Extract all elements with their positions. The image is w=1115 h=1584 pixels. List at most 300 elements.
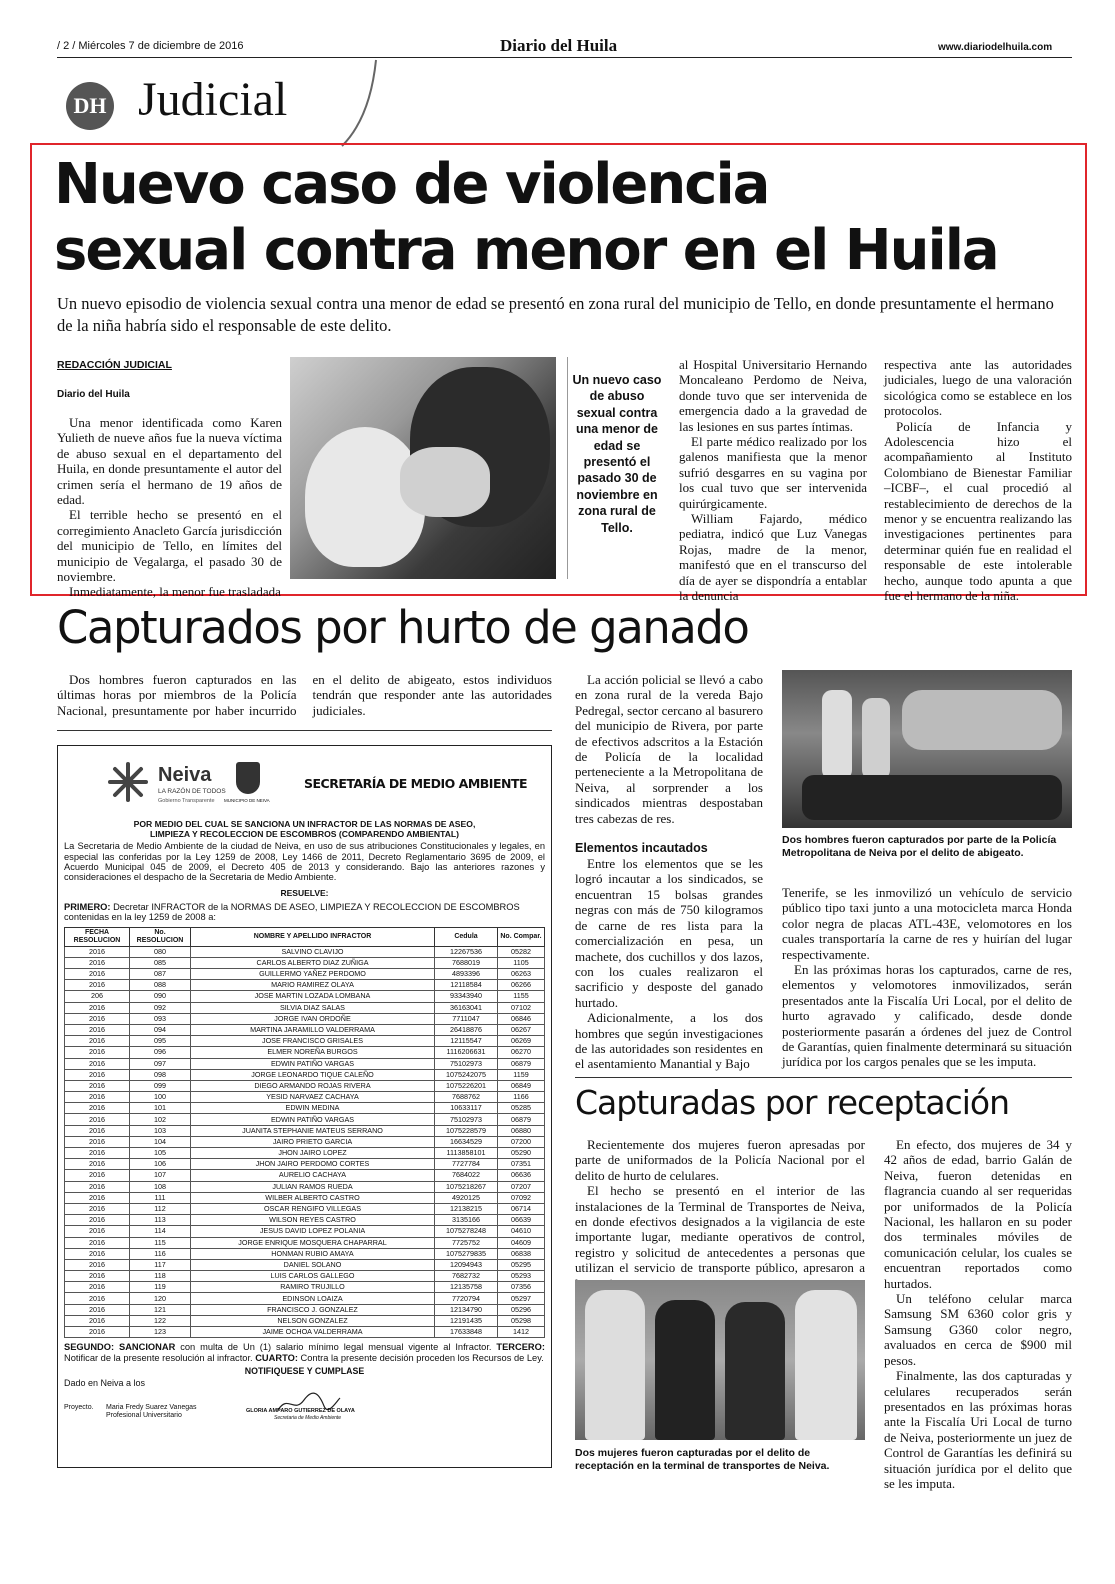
article1-photo <box>290 357 556 579</box>
table-cell: 2016 <box>65 1226 130 1237</box>
table-cell: 1116206631 <box>435 1047 498 1058</box>
table-cell: 12115547 <box>435 1036 498 1047</box>
table-cell: 2016 <box>65 1125 130 1136</box>
table-cell: 06639 <box>498 1215 545 1226</box>
table-cell: 07200 <box>498 1136 545 1147</box>
table-cell: 094 <box>130 1024 191 1035</box>
officer-figure <box>795 1290 857 1440</box>
table-cell: 12267536 <box>435 946 498 957</box>
table-cell: 7688019 <box>435 957 498 968</box>
table-cell: 080 <box>130 946 191 957</box>
table-row <box>65 1327 545 1338</box>
article2-subhead: Elementos incautados <box>575 841 708 856</box>
table-row <box>65 1293 545 1304</box>
paragraph: Una menor identificada como Karen Yulieth de nueve años fue la nueva víctima de abuso sexual en el departamento del Huila, en donde presuntamente el autor del crimen sería el hermano de 19 años de edad. <box>57 415 282 508</box>
table-row <box>65 1271 545 1282</box>
table-cell: 122 <box>130 1315 191 1326</box>
table-row <box>65 1192 545 1203</box>
table-row <box>65 1047 545 1058</box>
table-row <box>65 969 545 980</box>
table-cell: 119 <box>130 1282 191 1293</box>
table-cell: ELMER NOREÑA BURGOS <box>191 1047 435 1058</box>
table-cell: 2016 <box>65 1058 130 1069</box>
table-cell: 2016 <box>65 1013 130 1024</box>
table-cell: DIEGO ARMANDO ROJAS RIVERA <box>191 1080 435 1091</box>
newspaper-name: Diario del Huila <box>500 36 618 55</box>
table-cell: 2016 <box>65 1114 130 1125</box>
table-cell: 75102973 <box>435 1114 498 1125</box>
table-cell: 12138215 <box>435 1203 498 1214</box>
table-cell: 090 <box>130 991 191 1002</box>
article2-title: Capturados por hurto de ganado <box>57 601 749 654</box>
article3-col2 <box>884 1137 1072 1491</box>
table-cell: 2016 <box>65 1215 130 1226</box>
woman-figure <box>655 1300 715 1440</box>
table-cell: 75102973 <box>435 1058 498 1069</box>
table-cell: 17633848 <box>435 1327 498 1338</box>
table-header: No. RESOLUCION <box>130 927 191 946</box>
table-cell: 2016 <box>65 1282 130 1293</box>
table-cell: JAIRO PRIETO GARCIA <box>191 1136 435 1147</box>
article2-col1 <box>57 672 552 718</box>
table-cell: 10633117 <box>435 1103 498 1114</box>
woman-figure <box>725 1302 785 1440</box>
table-row <box>65 1136 545 1147</box>
notice-tercero-text: Notificar de la presente resolución al infractor. <box>64 1352 253 1363</box>
header-rule <box>57 57 1072 58</box>
table-cell: 16634529 <box>435 1136 498 1147</box>
hands-figure <box>400 447 490 517</box>
table-cell: YESID NARVAEZ CACHAYA <box>191 1092 435 1103</box>
table-cell: WILBER ALBERTO CASTRO <box>191 1192 435 1203</box>
paragraph: William Fajardo, médico pediatra, indicó que Luz Vanegas Rojas, madre de la menor, manifestó que en el transcurso del día de ayer se dispondría a entablar la denuncia <box>679 511 867 604</box>
table-cell: 206 <box>65 991 130 1002</box>
dh-logo-text: DH <box>73 93 107 118</box>
table-cell: 06266 <box>498 980 545 991</box>
table-cell: 07356 <box>498 1282 545 1293</box>
notice-box <box>57 745 552 1468</box>
table-header: No. Compar. <box>498 927 545 946</box>
table-cell: JESUS DAVID LOPEZ POLANIA <box>191 1226 435 1237</box>
table-cell: 097 <box>130 1058 191 1069</box>
table-row <box>65 1315 545 1326</box>
table-cell: LUIS CARLOS GALLEGO <box>191 1271 435 1282</box>
table-cell: JOSE FRANCISCO GRISALES <box>191 1036 435 1047</box>
table-cell: 103 <box>130 1125 191 1136</box>
table-cell: JOSE MARTIN LOZADA LOMBANA <box>191 991 435 1002</box>
table-cell: MARIO RAMIREZ OLAYA <box>191 980 435 991</box>
table-cell: 05290 <box>498 1148 545 1159</box>
table-cell: AURELIO CACHAYA <box>191 1170 435 1181</box>
table-cell: 104 <box>130 1136 191 1147</box>
officer-figure <box>585 1290 645 1440</box>
table-cell: 2016 <box>65 1271 130 1282</box>
table-cell: 05298 <box>498 1315 545 1326</box>
table-cell: 06636 <box>498 1170 545 1181</box>
notice-primero <box>64 902 545 923</box>
table-cell: JUANITA STEPHANIE MATEUS SERRANO <box>191 1125 435 1136</box>
section-swoosh <box>340 58 380 148</box>
table-cell: SALVINO CLAVIJO <box>191 946 435 957</box>
table-cell: 114 <box>130 1226 191 1237</box>
table-cell: 12191435 <box>435 1315 498 1326</box>
article2-photo-caption: Dos hombres fueron capturados por parte de la Policía Metropolitana de Neiva por el delito de abigeato. <box>782 834 1057 859</box>
paragraph: Tenerife, se les inmovilizó un vehículo de servicio público tipo taxi junto a una motocicleta marca Honda color negra de placas ATL-43E, velomotores en los cuales transportaría la carne de res y huirían del lugar respectivamente. <box>782 885 1072 962</box>
table-cell: 1113858101 <box>435 1148 498 1159</box>
paragraph: En las próximas horas los capturados, carne de res, elementos y velomotores inmovilizados, serán presentados ante la Fiscalía Uri Local, por el delito de hurto agravado y calificado, desde donde posteriormente pasarán a órdenes del juez de Control de Garantías, quien finalmente determinará su situación jurídica por los cargos penales que se les imputa. <box>782 962 1072 1070</box>
article1-col1 <box>57 415 282 600</box>
table-row <box>65 1282 545 1293</box>
table-row <box>65 957 545 968</box>
article2-col4 <box>782 885 1072 1070</box>
table-cell: 117 <box>130 1259 191 1270</box>
table-row <box>65 1092 545 1103</box>
table-row <box>65 1114 545 1125</box>
table-row <box>65 1125 545 1136</box>
table-cell: 087 <box>130 969 191 980</box>
table-cell: 2016 <box>65 1092 130 1103</box>
table-cell: 06879 <box>498 1114 545 1125</box>
table-cell: 2016 <box>65 1293 130 1304</box>
table-cell: JHON JAIRO PERDOMO CORTES <box>191 1159 435 1170</box>
article1-col4 <box>884 357 1072 604</box>
paragraph: Un teléfono celular marca Samsung SM 6360 color gris y Samsung G360 color negro, avaluados en cerca de $900 mil pesos. <box>884 1291 1072 1368</box>
table-cell: 07102 <box>498 1002 545 1013</box>
dh-logo <box>66 82 114 130</box>
table-cell: 2016 <box>65 1036 130 1047</box>
notice-notifiquese: NOTIFIQUESE Y CUMPLASE <box>244 1366 365 1377</box>
table-cell: 1075228579 <box>435 1125 498 1136</box>
neiva-logo-sub2: Gobierno Transparente <box>158 798 215 804</box>
table-cell: 2016 <box>65 1170 130 1181</box>
article1-title <box>54 152 998 284</box>
neiva-logo-icon <box>106 760 150 804</box>
table-cell: 06849 <box>498 1080 545 1091</box>
table-cell: 108 <box>130 1181 191 1192</box>
table-row <box>65 1159 545 1170</box>
notice-segundo-text: con multa de Un (1) salario mínimo legal mensual vigente al Infractor. <box>180 1342 492 1353</box>
paragraph: al Hospital Universitario Hernando Moncaleano Perdomo de Neiva, donde tuvo que ser intervenida de emergencia dado a la gravedad de las lesiones en sus partes íntimas. <box>679 357 867 434</box>
table-cell: 118 <box>130 1271 191 1282</box>
paragraph: Dos hombres fueron capturados en las últimas horas por miembros de la Policía Nacional, presuntamente por haber incurrido en el delito de abigeato, estos individuos tendrán que responder ante las autoridades judiciales. <box>57 672 552 718</box>
section-title: Judicial <box>138 73 288 126</box>
table-row <box>65 1259 545 1270</box>
table-row <box>65 991 545 1002</box>
table-cell: 12135758 <box>435 1282 498 1293</box>
article3-rule <box>575 1077 1072 1078</box>
table-cell: JAIME OCHOA VALDERRAMA <box>191 1327 435 1338</box>
table-cell: 2016 <box>65 1315 130 1326</box>
notice-department: SECRETARÍA DE MEDIO AMBIENTE <box>304 776 528 791</box>
table-cell: 2016 <box>65 1080 130 1091</box>
paragraph: La acción policial se llevó a cabo en zona rural de la vereda Bajo Pedregal, sector cercano al basurero del municipio de Rivera, por parte de efectivos adscritos a la Estación de Policía de la localidad perteneciente a la Metropolitana de Neiva, al sorprender a los sindicados mientras despostaban tres cabezas de res. <box>575 672 763 826</box>
table-cell: 2016 <box>65 1103 130 1114</box>
table-cell: DANIEL SOLANO <box>191 1259 435 1270</box>
notice-proyecto-label: Proyecto. <box>64 1404 94 1412</box>
table-cell: 2016 <box>65 1069 130 1080</box>
table-cell: NELSON GONZALEZ <box>191 1315 435 1326</box>
table-cell: 111 <box>130 1192 191 1203</box>
table-row <box>65 1002 545 1013</box>
column-divider <box>567 357 568 579</box>
table-cell: 085 <box>130 957 191 968</box>
paragraph: El terrible hecho se presentó en el corregimiento Anacleto García jurisdicción del municipio de Tello, en límites del municipio de Vegalarga, el pasado 30 de noviembre. <box>57 507 282 585</box>
table-row <box>65 1024 545 1035</box>
table-cell: JHON JAIRO LOPEZ <box>191 1148 435 1159</box>
article1-pullquote: Un nuevo caso de abuso sexual contra una menor de edad se presentó el pasado 30 de noviembre en zona rural de Tello. <box>572 373 662 535</box>
infractors-table <box>64 927 545 1339</box>
notice-primero-label: PRIMERO: <box>64 901 111 912</box>
table-cell: 1155 <box>498 991 545 1002</box>
table-row <box>65 1215 545 1226</box>
table-cell: 2016 <box>65 1024 130 1035</box>
table-cell: 12118584 <box>435 980 498 991</box>
table-row <box>65 1103 545 1114</box>
table-row <box>65 1058 545 1069</box>
table-cell: 7711047 <box>435 1013 498 1024</box>
notice-intro: La Secretaria de Medio Ambiente de la ciudad de Neiva, en uso de sus atribuciones Constitucionales y legales, en especial las conferidas por la Ley 1259 de 2008, Ley 1466 de 2011, Decreto Reglamentario 3695 de 2009, el Acuerdo Municipal 045 de 2009, el Decreto 405 de 2013 y considerando. Bajo las anteriores razones y consideraciones el despacho de la Secretaria de Medio Ambiente. <box>64 841 545 883</box>
table-cell: EDWIN MEDINA <box>191 1103 435 1114</box>
paragraph: Inmediatamente, la menor fue trasladada <box>69 584 281 600</box>
table-cell: 2016 <box>65 1047 130 1058</box>
table-cell: 04609 <box>498 1237 545 1248</box>
table-cell: 7688762 <box>435 1092 498 1103</box>
table-header: NOMBRE Y APELLIDO INFRACTOR <box>191 927 435 946</box>
table-cell: 123 <box>130 1327 191 1338</box>
table-cell: 06267 <box>498 1024 545 1035</box>
article1-title-line2: sexual contra menor en el Huila <box>54 218 998 283</box>
table-cell: 2016 <box>65 1304 130 1315</box>
notice-cuarto-label: CUARTO: <box>255 1352 298 1363</box>
table-cell: 115 <box>130 1237 191 1248</box>
table-cell: 93343940 <box>435 991 498 1002</box>
table-cell: 1075279835 <box>435 1248 498 1259</box>
table-cell: 101 <box>130 1103 191 1114</box>
infractors-table-body <box>65 946 545 1338</box>
article3-photo <box>575 1280 865 1440</box>
officer-figure <box>822 690 852 780</box>
article2-rule <box>57 730 552 731</box>
table-cell: 2016 <box>65 1148 130 1159</box>
table-cell: 107 <box>130 1170 191 1181</box>
table-cell: 7727784 <box>435 1159 498 1170</box>
table-cell: 06838 <box>498 1248 545 1259</box>
table-cell: 2016 <box>65 1259 130 1270</box>
table-cell: 4920125 <box>435 1192 498 1203</box>
table-cell: 088 <box>130 980 191 991</box>
table-cell: 2016 <box>65 969 130 980</box>
table-cell: 113 <box>130 1215 191 1226</box>
table-cell: 2016 <box>65 980 130 991</box>
table-cell: 2016 <box>65 946 130 957</box>
paragraph: En efecto, dos mujeres de 34 y 42 años de edad, barrio Galán de Neiva, fueron detenidas en flagrancia cuando al ser requeridas por uniformados de la Policía Nacional, les hallaron en su poder dos terminales móviles de comunicación celular, los cuales se encuentran reportados como hurtados. <box>884 1137 1072 1291</box>
table-cell: 05293 <box>498 1271 545 1282</box>
article2-col3 <box>575 672 763 1072</box>
neiva-shield-icon <box>236 762 260 794</box>
article1-lead: Un nuevo episodio de violencia sexual contra una menor de edad se presentó en zona rural del municipio de Tello, en donde presuntamente el hermano de la niña habría sido el responsable de este delito. <box>57 294 1054 335</box>
notice-primero-text: Decretar INFRACTOR de la NORMAS DE ASEO, LIMPIEZA Y RECOLECCION DE ESCOMBROS contenidas en la ley 1259 de 2008 a: <box>64 901 520 923</box>
paragraph: El parte médico realizado por los galenos manifiesta que la menor sufrió desgarres en su vagina por los cual tuvo que ser intervenida quirúrgicamente. <box>679 434 867 511</box>
table-cell: 05295 <box>498 1259 545 1270</box>
article3-col1 <box>575 1137 865 1291</box>
table-cell: OSCAR RENGIFO VILLEGAS <box>191 1203 435 1214</box>
notice-resuelve: RESUELVE: <box>280 887 329 898</box>
table-row <box>65 1237 545 1248</box>
paragraph: Entre los elementos que se les logró incautar a los sindicados, se encuentran 15 bolsas grandes negras con más de 750 kilogramos de carne de res lista para la comercialización en pesa, un machete, dos cuchillos y dos lazos, con los cuales realizaron el sacrificio y desposte del ganado hurtado. <box>575 856 763 1010</box>
table-cell: 06263 <box>498 969 545 980</box>
table-cell: 120 <box>130 1293 191 1304</box>
table-cell: 4893396 <box>435 969 498 980</box>
article1-source: Diario del Huila <box>57 389 130 400</box>
table-cell: 2016 <box>65 1327 130 1338</box>
table-cell: 1159 <box>498 1069 545 1080</box>
paragraph: Recientemente dos mujeres fueron apresadas por parte de uniformados de la Policía Nacional por el delito de hurto de celulares. <box>575 1137 865 1183</box>
table-cell: 05296 <box>498 1304 545 1315</box>
table-cell: 2016 <box>65 1136 130 1147</box>
officer-figure <box>862 698 890 780</box>
table-cell: JORGE IVAN ORDOÑE <box>191 1013 435 1024</box>
table-cell: 2016 <box>65 1192 130 1203</box>
table-cell: CARLOS ALBERTO DIAZ ZUÑIGA <box>191 957 435 968</box>
table-cell: 07092 <box>498 1192 545 1203</box>
table-cell: 2016 <box>65 1159 130 1170</box>
neiva-logo-text: Neiva <box>158 764 212 786</box>
table-cell: EDWIN PATIÑO VARGAS <box>191 1114 435 1125</box>
table-row <box>65 1170 545 1181</box>
table-cell: 7725752 <box>435 1237 498 1248</box>
paragraph: Adicionalmente, a los dos hombres que según investigaciones de las autoridades son residentes en el asentamiento Manantial y Bajo <box>575 1010 763 1072</box>
table-row <box>65 1148 545 1159</box>
table-cell: RAMIRO TRUJILLO <box>191 1282 435 1293</box>
table-cell: JORGE ENRIQUE MOSQUERA CHAPARRAL <box>191 1237 435 1248</box>
table-cell: MARTINA JARAMILLO VALDERRAMA <box>191 1024 435 1035</box>
meat-bags-figure <box>802 775 1062 820</box>
table-cell: 7684022 <box>435 1170 498 1181</box>
table-cell: 06846 <box>498 1013 545 1024</box>
article3-photo-caption: Dos mujeres fueron capturadas por el delito de receptación en la terminal de transportes de Neiva. <box>575 1447 830 1472</box>
table-cell: 1075218267 <box>435 1181 498 1192</box>
table-cell: 2016 <box>65 1237 130 1248</box>
table-cell: 106 <box>130 1159 191 1170</box>
table-cell: 2016 <box>65 1248 130 1259</box>
table-header-row <box>65 927 545 946</box>
table-cell: 05285 <box>498 1103 545 1114</box>
table-cell: EDINSON LOAIZA <box>191 1293 435 1304</box>
table-cell: 2016 <box>65 957 130 968</box>
table-cell: 12134790 <box>435 1304 498 1315</box>
table-cell: 116 <box>130 1248 191 1259</box>
table-cell: 093 <box>130 1013 191 1024</box>
table-cell: JULIAN RAMOS RUEDA <box>191 1181 435 1192</box>
notice-dado: Dado en Neiva a los <box>64 1378 146 1389</box>
table-cell: 2016 <box>65 1203 130 1214</box>
table-row <box>65 1203 545 1214</box>
table-cell: 06714 <box>498 1203 545 1214</box>
table-cell: 105 <box>130 1148 191 1159</box>
table-row <box>65 1226 545 1237</box>
table-cell: 07207 <box>498 1181 545 1192</box>
notice-articles <box>64 1342 545 1363</box>
table-row <box>65 1181 545 1192</box>
table-cell: 1075278248 <box>435 1226 498 1237</box>
table-cell: 3135166 <box>435 1215 498 1226</box>
table-cell: FRANCISCO J. GONZALEZ <box>191 1304 435 1315</box>
table-header: FECHA RESOLUCION <box>65 927 130 946</box>
paragraph: Policía de Infancia y Adolescencia hizo el acompañamiento al Instituto Colombiano de Bienestar Familiar –ICBF–, el cual procedió al restablecimiento de derechos de la menor y se encuentra realizando las investigaciones pertinentes para determinar quién fue en realidad el responsable de este intolerable hecho, aunque todo apunta a que fue el hermano de la niña. <box>884 418 1072 604</box>
table-row <box>65 1080 545 1091</box>
car-figure <box>902 690 1062 750</box>
table-cell: 095 <box>130 1036 191 1047</box>
table-row <box>65 980 545 991</box>
paragraph: El hecho se presentó en el interior de las instalaciones de la Terminal de Transportes de Neiva, en donde efectivos designados a la vigilancia de este importante lugar, mediante operativos de control, registro y solicitud de antecedentes a personas que utilizan el servicio de transporte público, apresaron a <box>575 1183 865 1276</box>
website-link[interactable]: www.diariodelhuila.com <box>938 42 1053 53</box>
table-cell: 7720794 <box>435 1293 498 1304</box>
table-header: Cedula <box>435 927 498 946</box>
notice-logo-row <box>64 754 545 814</box>
table-cell: 096 <box>130 1047 191 1058</box>
notice-proyecto-name: Maria Fredy Suarez Vanegas <box>106 1404 197 1412</box>
notice-proyecto-role: Profesional Universitario <box>106 1412 182 1420</box>
table-cell: 26418876 <box>435 1024 498 1035</box>
table-row <box>65 1304 545 1315</box>
notice-signature-row <box>64 1392 545 1424</box>
table-cell: 1105 <box>498 957 545 968</box>
table-cell: 098 <box>130 1069 191 1080</box>
notice-segundo-label: SEGUNDO: SANCIONAR <box>64 1342 176 1353</box>
table-cell: WILSON REYES CASTRO <box>191 1215 435 1226</box>
table-cell: 092 <box>130 1002 191 1013</box>
table-cell: 06270 <box>498 1047 545 1058</box>
table-row <box>65 946 545 957</box>
table-cell: 06269 <box>498 1036 545 1047</box>
table-cell: 06879 <box>498 1058 545 1069</box>
article1-title-line1: Nuevo caso de violencia <box>54 152 769 217</box>
table-cell: HONMAN RUBIO AMAYA <box>191 1248 435 1259</box>
table-cell: 04610 <box>498 1226 545 1237</box>
table-cell: 1166 <box>498 1092 545 1103</box>
table-cell: 7682732 <box>435 1271 498 1282</box>
table-cell: 1412 <box>498 1327 545 1338</box>
table-cell: GUILLERMO YAÑEZ PERDOMO <box>191 969 435 980</box>
table-cell: 100 <box>130 1092 191 1103</box>
neiva-shield-label: MUNICIPIO DE NEIVA <box>224 798 270 803</box>
article1-col3 <box>679 357 867 604</box>
table-cell: 06880 <box>498 1125 545 1136</box>
notice-signer-name: GLORIA AMPARO GUTIERREZ DE OLAYA <box>246 1408 355 1415</box>
table-row <box>65 1013 545 1024</box>
table-cell: SILVIA DIAZ SALAS <box>191 1002 435 1013</box>
notice-tercero-label: TERCERO: <box>496 1342 545 1353</box>
table-cell: JORGE LEONARDO TIQUE CALEÑO <box>191 1069 435 1080</box>
table-cell: EDWIN PATIÑO VARGAS <box>191 1058 435 1069</box>
article2-photo <box>782 670 1072 828</box>
notice-heading: POR MEDIO DEL CUAL SE SANCIONA UN INFRACTOR DE LAS NORMAS DE ASEO, LIMPIEZA Y RECOLECCION DE ESCOMBROS (COMPARENDO AMBIENTAL) <box>133 819 476 839</box>
table-cell: 05297 <box>498 1293 545 1304</box>
table-row <box>65 1036 545 1047</box>
paragraph: respectiva ante las autoridades judiciales, luego de una valoración sicológica como se establece en los protocolos. <box>884 357 1072 419</box>
article3-title: Capturadas por receptación <box>575 1083 1010 1122</box>
paragraph: Finalmente, las dos capturadas y celulares recuperados serán presentados en las próximas horas ante la Fiscalía Uri Local de turno de Neiva, posteriormente un juez de Control de Garantías les definirá su situación jurídica por el delito que se les imputa. <box>884 1368 1072 1491</box>
table-cell: 121 <box>130 1304 191 1315</box>
table-cell: 2016 <box>65 1002 130 1013</box>
table-cell: 112 <box>130 1203 191 1214</box>
table-cell: 1075226201 <box>435 1080 498 1091</box>
neiva-logo-sub: LA RAZÓN DE TODOS <box>158 788 226 795</box>
table-cell: 07351 <box>498 1159 545 1170</box>
notice-signer-role: Secretaria de Medio Ambiente <box>274 1415 342 1422</box>
table-cell: 2016 <box>65 1181 130 1192</box>
table-cell: 05282 <box>498 946 545 957</box>
